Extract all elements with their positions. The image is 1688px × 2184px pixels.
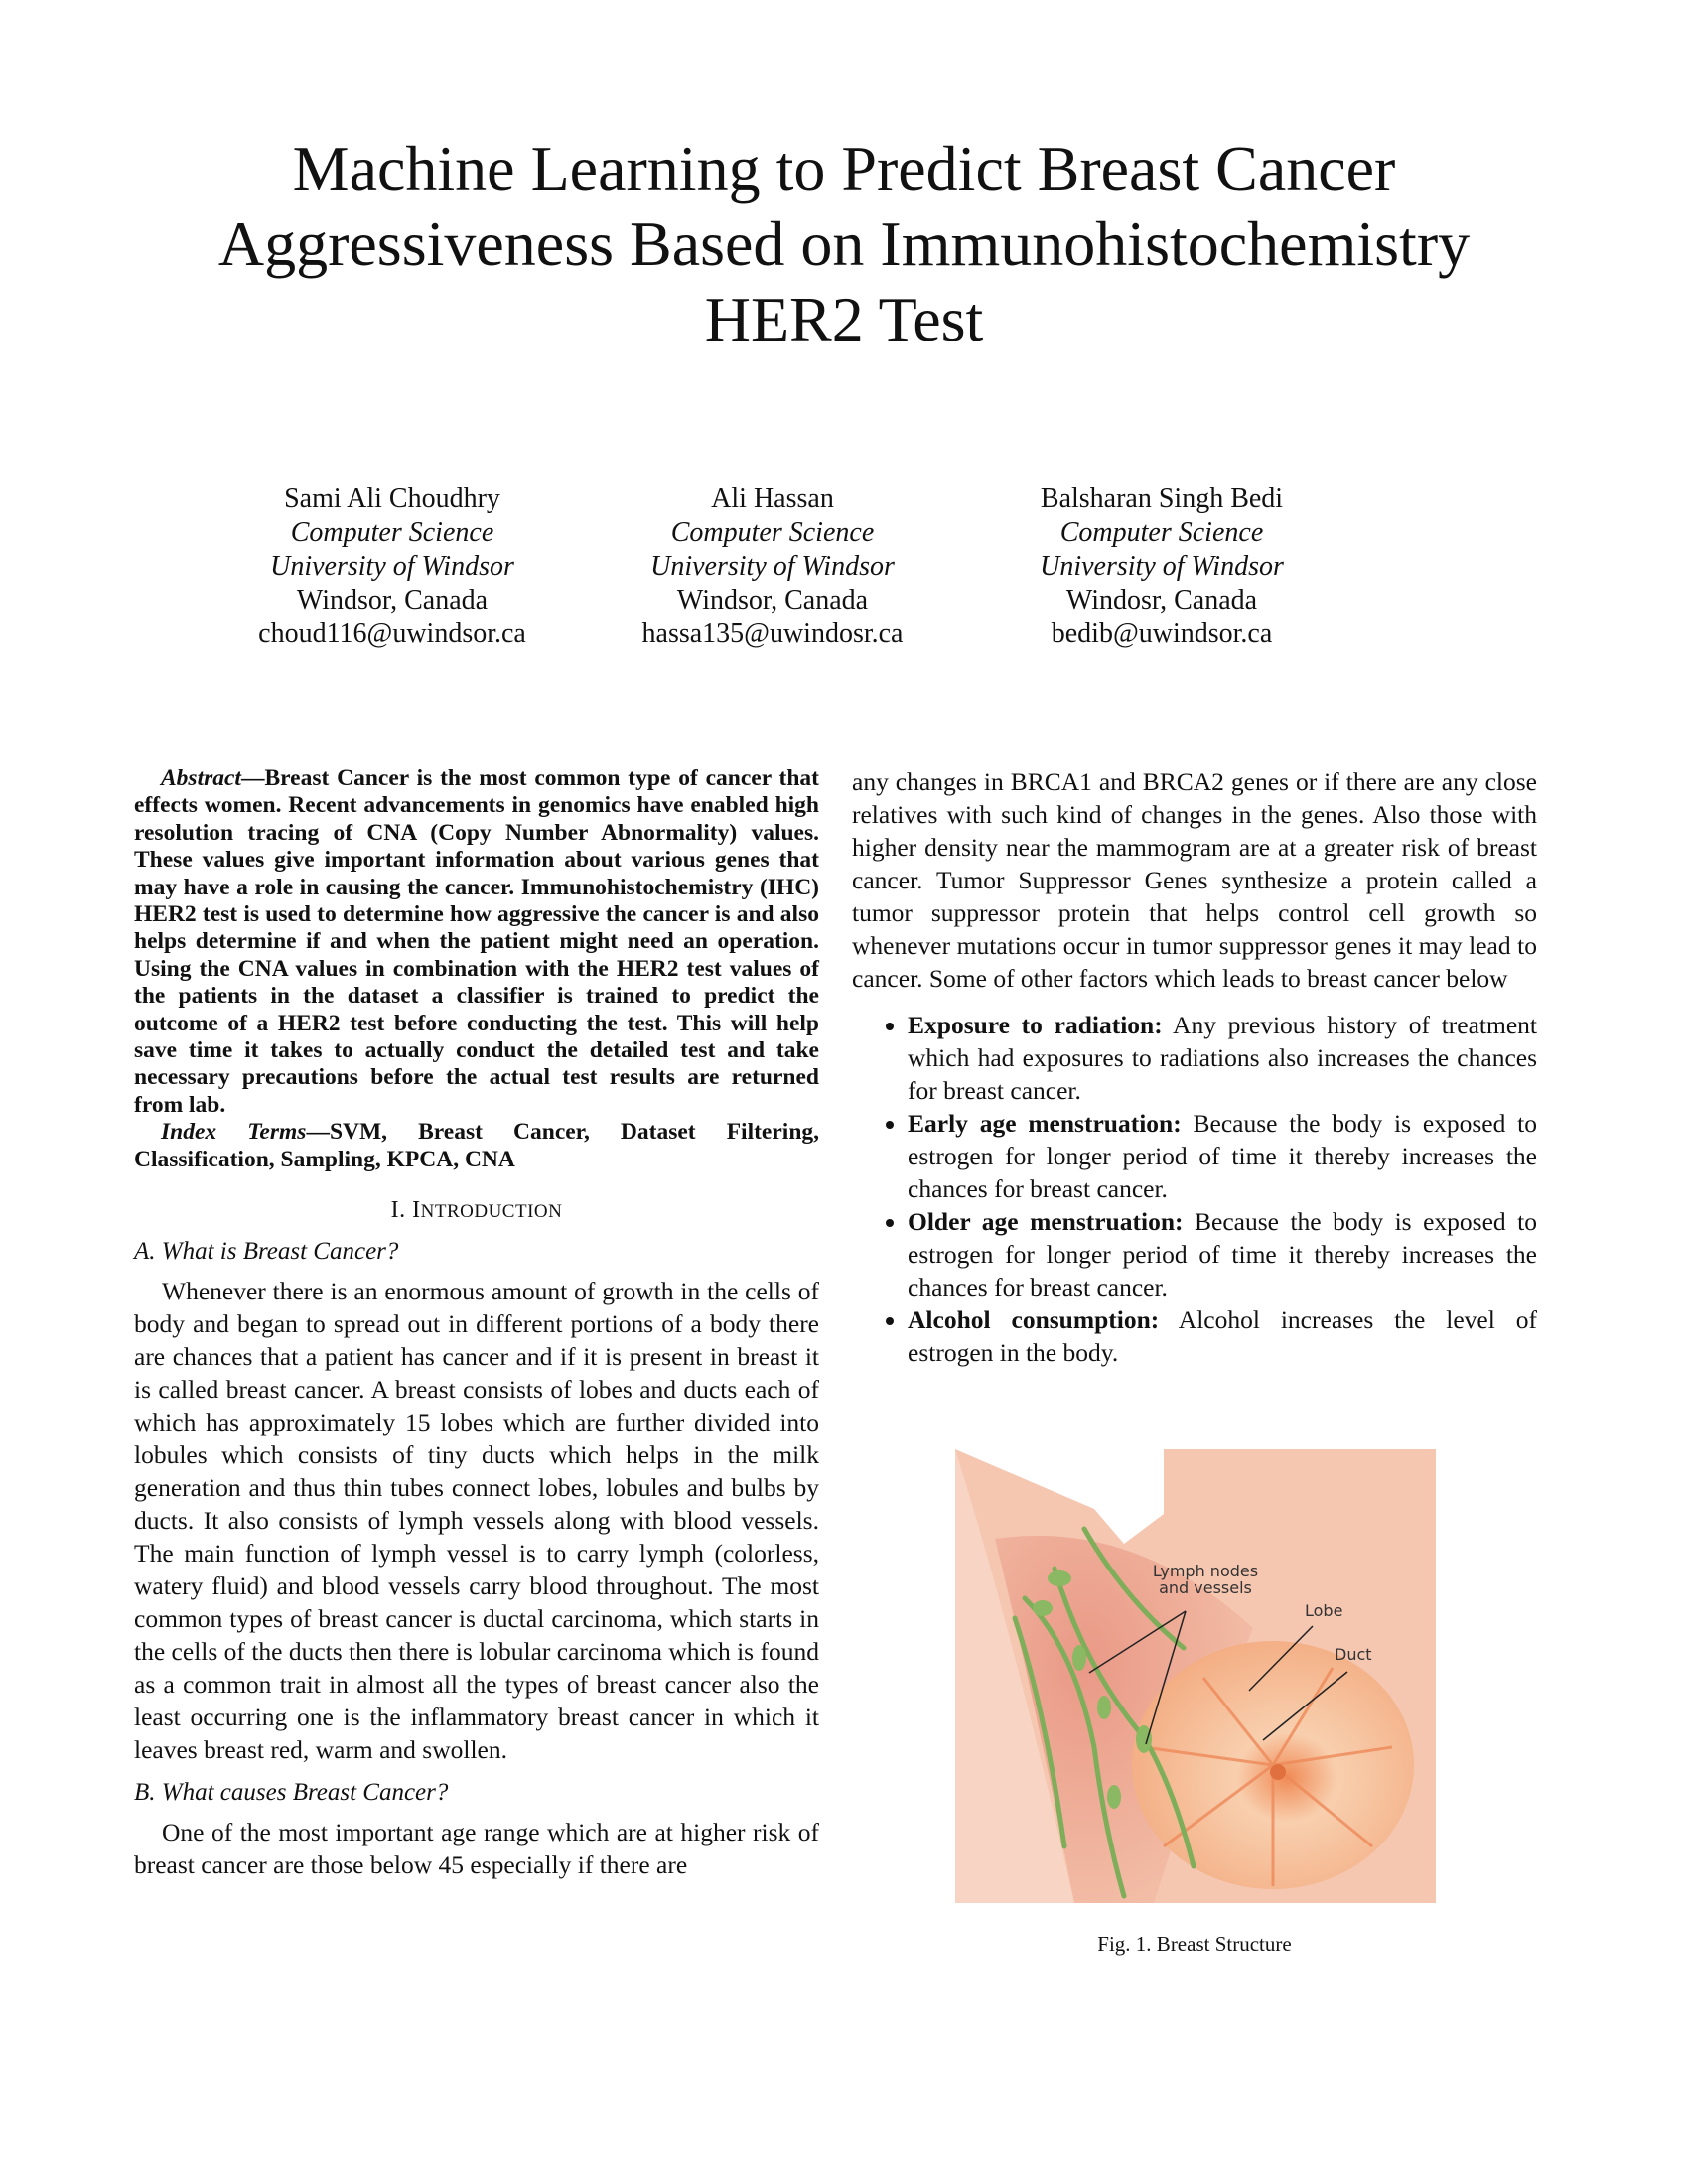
author-name: Balsharan Singh Bedi	[1040, 483, 1284, 514]
section-rest: NTRODUCTION	[420, 1201, 563, 1223]
section-number: I.	[390, 1197, 413, 1224]
figure-caption: Fig. 1. Breast Structure	[1097, 1932, 1292, 1956]
paragraph: any changes in BRCA1 and BRCA2 genes or if there are any close relatives with such kind of changes in the genes. Also those with higher density near the mammogram are at a greater risk of breast cancer. Tumor Suppressor Genes synthesize a protein called a tumor suppressor protein that helps control cell growth so whenever mutations occur in tumor suppressor genes it may lead to cancer. Some of other factors which leads to breast cancer below	[852, 767, 1537, 993]
author-email: choud116@uwindsor.ca	[258, 618, 526, 649]
paragraph: Whenever there is an enormous amount of growth in the cells of body and began to spread out in different portions of a body there are chances that a patient has cancer and if it is present in breast it is called breast cancer. A breast consists of lobes and ducts each of which has approximately 15 lobes which are further divided into lobules which consists of tiny ducts which helps in the milk generation and thus thin tubes connect lobes, lobules and bulbs by ducts. It also consists of lymph vessels along with blood vessels. The main function of lymph vessel is to carry lymph (colorless, watery fluid) and blood vessels carry blood throughout. The most common types of breast cancer is ductal carcinoma, which starts in the cells of the ducts then there is lobular carcinoma which is found as a common trait in almost all the types of breast cancer also the least occurring one is the inflammatory breast cancer in which it leaves breast red, warm and swollen.	[134, 1277, 819, 1765]
list-term: Early age menstruation:	[908, 1109, 1182, 1138]
index-terms	[134, 1119, 819, 1173]
title-line: Aggressiveness Based on Immunohistochemistry	[217, 208, 1471, 279]
author-location: Windosr, Canada	[1065, 585, 1258, 615]
abstract	[134, 765, 819, 1119]
author-block	[584, 482, 961, 651]
author-block	[204, 482, 581, 651]
author-dept: Computer Science	[290, 517, 494, 548]
paper-title	[0, 131, 1688, 357]
section-heading	[134, 1195, 819, 1227]
author-dept: Computer Science	[1059, 517, 1264, 548]
index-terms-label: Index Terms	[161, 1119, 307, 1146]
paragraph: One of the most important age range which are at higher risk of breast cancer are those below 45 especially if there are	[134, 1818, 819, 1880]
author-location: Windsor, Canada	[676, 585, 869, 615]
author-location: Windsor, Canada	[296, 585, 489, 615]
author-name: Sami Ali Choudhry	[284, 483, 500, 514]
title-line: Machine Learning to Predict Breast Cancer	[292, 133, 1396, 204]
label-vessels: and vessels	[1159, 1578, 1252, 1597]
subsection-heading: B. What causes Breast Cancer?	[134, 1779, 449, 1807]
label-duct: Duct	[1335, 1645, 1372, 1664]
author-univ: University of Windsor	[650, 551, 895, 582]
author-email: hassa135@uwindosr.ca	[641, 618, 904, 649]
list-term: Alcohol consumption:	[908, 1305, 1160, 1334]
list-text: Any previous history of treatment which had exposures to radiations also increases the chances for breast cancer.	[908, 1011, 1537, 1105]
title-line: HER2 Test	[704, 284, 984, 354]
nipple	[1270, 1764, 1286, 1780]
abstract-text: —Breast Cancer is the most common type of cancer that effects women. Recent advancements in genomics have enabled high resolution tracing of CNA (Copy Number Abnormality) values. These values give important information about various genes that may have a role in causing the cancer. Immunohistochemistry (IHC) HER2 test is used to determine how aggressive the cancer is and also helps determine if and when the patient might need an operation. Using the CNA values in combination with the HER2 test values of the patients in the dataset a classifier is trained to predict the outcome of a HER2 test before conducting the test. This will help save time it takes to actually conduct the detailed test and take necessary precautions before the actual test results are returned from lab.	[134, 765, 819, 1118]
subsection-heading: A. What is Breast Cancer?	[134, 1238, 399, 1266]
index-terms-text: —SVM, Breast Cancer, Dataset Filtering, Classification, Sampling, KPCA, CNA	[134, 1119, 820, 1172]
list-term: Exposure to radiation:	[908, 1011, 1163, 1039]
list-item	[908, 1107, 1537, 1205]
list-item	[908, 1205, 1537, 1303]
list-item	[908, 1009, 1537, 1107]
list-term: Older age menstruation:	[908, 1207, 1184, 1236]
author-univ: University of Windsor	[1040, 551, 1284, 582]
author-dept: Computer Science	[670, 517, 875, 548]
list-text: Because the body is exposed to estrogen for longer period of time it thereby increases the chances for breast cancer.	[908, 1109, 1538, 1203]
author-univ: University of Windsor	[270, 551, 514, 582]
list-item	[908, 1303, 1537, 1369]
label-lobe: Lobe	[1305, 1601, 1343, 1620]
left-column	[134, 765, 819, 1881]
label-lymph-nodes: Lymph nodes	[1152, 1562, 1259, 1580]
list-text: Alcohol increases the level of estrogen in the body.	[908, 1305, 1537, 1367]
section-initial: I	[412, 1197, 421, 1224]
risk-factor-list	[852, 1009, 1537, 1369]
abstract-label: Abstract	[161, 765, 241, 791]
list-text: Because the body is exposed to estrogen for longer period of time it thereby increases the chances for breast cancer.	[908, 1207, 1537, 1301]
author-email: bedib@uwindsor.ca	[1051, 618, 1273, 649]
author-block	[973, 482, 1350, 651]
author-name: Ali Hassan	[711, 483, 834, 514]
breast-structure-figure	[955, 1449, 1436, 1903]
right-column	[852, 765, 1537, 1369]
